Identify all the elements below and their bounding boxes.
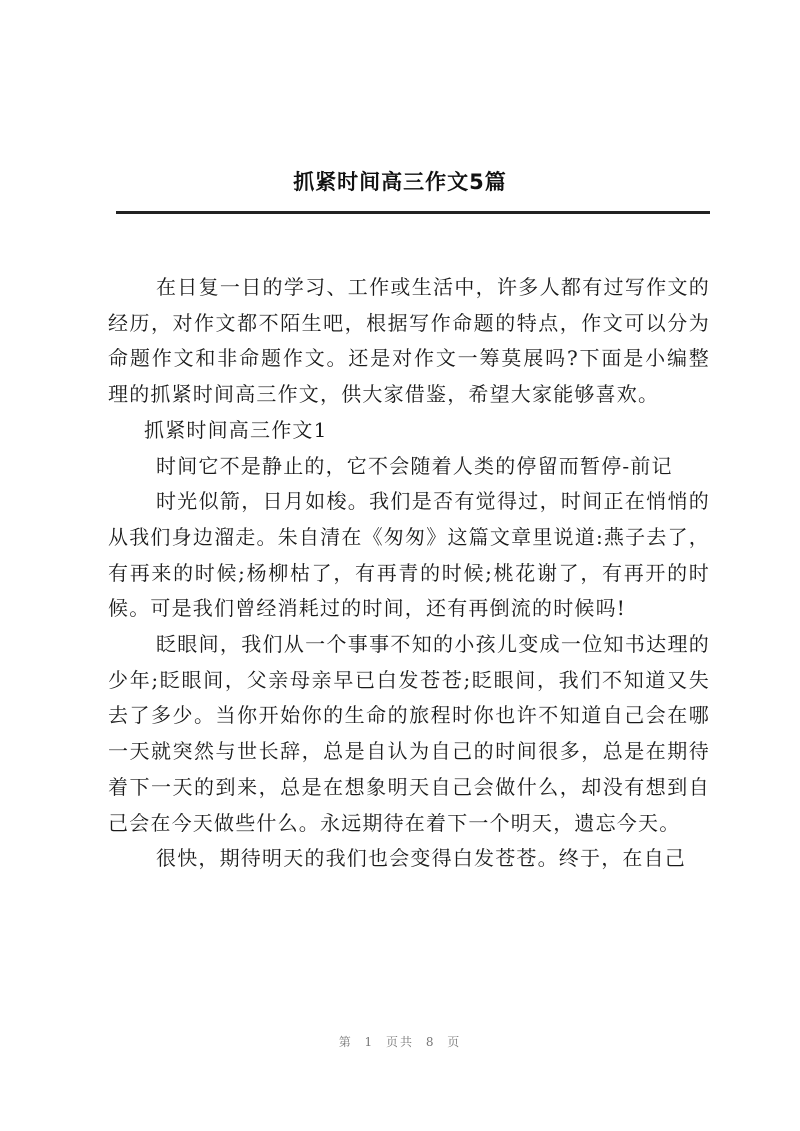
essay-paragraph: 时间它不是静止的，它不会随着人类的停留而暂停-前记 — [156, 453, 673, 478]
title-divider — [116, 211, 710, 214]
page-footer: 第 1 页共 8 页 — [338, 1035, 462, 1049]
essay-subheading: 抓紧时间高三作文1 — [144, 417, 328, 442]
document-body — [108, 270, 710, 877]
essay-paragraph: 时光似箭，日月如梭。我们是否有觉得过，时间正在悄悄的从我们身边溜走。朱自清在《匆匆》这篇文章里说道:燕子去了，有再来的时候;杨柳枯了，有再青的时候;桃花谢了，有再开的时候。可是我们曾经消耗过的时间，还有再倒流的时候吗! — [108, 489, 710, 621]
essay-paragraph: 很快，期待明天的我们也会变得白发苍苍。终于，在自己 — [156, 846, 686, 871]
intro-paragraph: 在日复一日的学习、工作或生活中，许多人都有过写作文的经历，对作文都不陌生吧，根据写作命题的特点，作文可以分为命题作文和非命题作文。还是对作文一筹莫展吗?下面是小编整理的抓紧时间高三作文，供大家借鉴，希望大家能够喜欢。 — [108, 275, 710, 407]
essay-paragraph: 眨眼间，我们从一个事事不知的小孩儿变成一位知书达理的少年;眨眼间，父亲母亲早已白发苍苍;眨眼间，我们不知道又失去了多少。当你开始你的生命的旅程时你也许不知道自己会在哪一天就突然与世长辞，总是自认为自己的时间很多，总是在期待着下一天的到来，总是在想象明天自己会做什么，却没有想到自己会在今天做些什么。永远期待在着下一个明天，遗忘今天。 — [108, 632, 710, 835]
document-title: 抓紧时间高三作文5篇 — [293, 170, 507, 194]
